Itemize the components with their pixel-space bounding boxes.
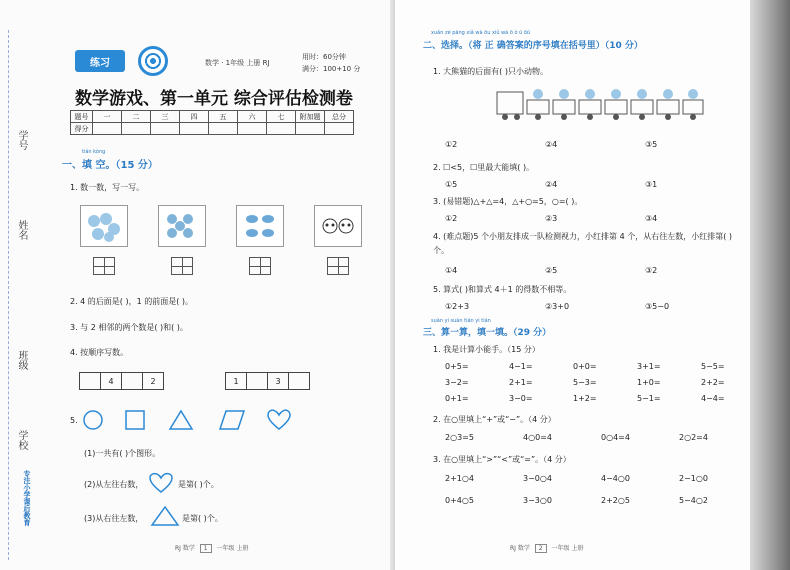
operator-row: [445, 433, 757, 442]
margin-label-school: 学校: [16, 430, 27, 450]
calc-item[interactable]: 0+1=: [445, 394, 469, 403]
sequence-cell[interactable]: [121, 372, 143, 390]
brand-logo-sub: 小学: [110, 55, 124, 63]
score-table-header-row: [71, 111, 354, 123]
calc-item[interactable]: 5−1=: [637, 394, 661, 403]
sequence-cell: 4: [100, 372, 122, 390]
compare-item[interactable]: 3−0○4: [523, 474, 552, 483]
sequence-cell[interactable]: [79, 372, 101, 390]
birds-icon: [240, 209, 280, 243]
q2-option-b: ②4: [545, 180, 558, 189]
operator-item[interactable]: 0○4=4: [601, 433, 630, 442]
page-edge-shadow: [750, 0, 790, 570]
calc-item[interactable]: 5−3=: [573, 378, 597, 387]
calc-row: [445, 362, 765, 371]
calc-item[interactable]: 0+0=: [573, 362, 597, 371]
score-cell: 总分: [325, 111, 354, 123]
question-4: 4. 按顺序写数。: [70, 348, 129, 357]
sequence-cell[interactable]: [246, 372, 268, 390]
calc-question-2: 2. 在○里填上“+”或“−”。（4 分）: [433, 415, 556, 424]
compare-item[interactable]: 3−3○0: [523, 496, 552, 505]
choice-question-5: 5. 算式( )和算式 4＋1 的得数不相等。: [433, 285, 572, 294]
square-shape-icon: [124, 409, 146, 431]
question-5b-start: (2)从左往右数，: [84, 480, 144, 489]
calc-question-3: 3. 在○里填上“>”“<”或“=”。（4 分）: [433, 455, 571, 464]
score-cell[interactable]: [209, 123, 238, 135]
q2-option-c: ③1: [645, 180, 658, 189]
choice-question-2: 2. ☐<5，☐里最大能填( )。: [433, 163, 535, 172]
animal-train-icon: [495, 82, 705, 122]
compare-item[interactable]: 4−4○0: [601, 474, 630, 483]
exam-time: 用时：60分钟: [302, 53, 346, 61]
question-5c-end: 是第( )个。: [182, 514, 223, 523]
right-footer: [510, 543, 583, 553]
calc-row: [445, 378, 765, 387]
target-icon: [138, 46, 168, 76]
sequence-cell: 3: [267, 372, 289, 390]
compare-item[interactable]: 0+4○5: [445, 496, 474, 505]
answer-grid[interactable]: [93, 257, 115, 275]
section3-pinyin: suàn yi suàn tián yi tián: [431, 318, 491, 324]
score-cell[interactable]: [93, 123, 122, 135]
score-cell[interactable]: [151, 123, 180, 135]
score-cell: 得分: [71, 123, 93, 135]
calc-item[interactable]: 2+2=: [701, 378, 725, 387]
question-3: 3. 与 2 相邻的两个数是( )和( )。: [70, 323, 188, 332]
calc-item[interactable]: 3+1=: [637, 362, 661, 371]
q3-option-b: ②3: [545, 214, 558, 223]
question-5-number: 5.: [70, 416, 78, 425]
pandas-icon: [318, 209, 358, 243]
exam-score: 满分：100+10 分: [302, 65, 361, 73]
score-table-score-row: [71, 123, 354, 135]
score-cell[interactable]: [122, 123, 151, 135]
footer-grade: 一年级 上册: [216, 545, 249, 552]
answer-grid[interactable]: [171, 257, 193, 275]
compare-item[interactable]: 5−4○2: [679, 496, 708, 505]
calc-question-1: 1. 我是计算小能手。（15 分）: [433, 345, 540, 354]
choice-question-4: 4. (难点题)5 个小朋友排成一队检测视力，小红排第 4 个，从右往左数，小红排第( )个。: [433, 232, 733, 255]
circle-shape-icon: [82, 409, 104, 431]
compare-item[interactable]: 2−1○0: [679, 474, 708, 483]
rabbits-icon: [84, 209, 124, 243]
q5-option-b: ②3+0: [545, 302, 570, 311]
calc-item[interactable]: 3−0=: [509, 394, 533, 403]
question-5b-end: 是第( )个。: [178, 480, 219, 489]
binding-margin: [0, 30, 50, 560]
sequence-cell[interactable]: [288, 372, 310, 390]
sequence-cell: 2: [142, 372, 164, 390]
q1-option-a: ①2: [445, 140, 458, 149]
brand-logo: 练习: [75, 50, 125, 72]
score-cell[interactable]: [296, 123, 325, 135]
calc-row: [445, 394, 765, 403]
heart-shape-icon: [266, 408, 292, 432]
q2-option-a: ①5: [445, 180, 458, 189]
calc-item[interactable]: 4−4=: [701, 394, 725, 403]
q1-option-b: ②4: [545, 140, 558, 149]
calc-item[interactable]: 4−1=: [509, 362, 533, 371]
operator-item[interactable]: 2○3=5: [445, 433, 474, 442]
triangle-shape-icon: [168, 409, 194, 431]
score-cell: 六: [238, 111, 267, 123]
parallelogram-shape-icon: [218, 409, 246, 431]
q4-option-b: ②5: [545, 266, 558, 275]
compare-item[interactable]: 2+1○4: [445, 474, 474, 483]
score-cell: 三: [151, 111, 180, 123]
left-footer: [175, 543, 248, 553]
page-title: 数学游戏、第一单元 综合评估检测卷: [75, 89, 353, 109]
score-cell: 一: [93, 111, 122, 123]
score-cell: 题号: [71, 111, 93, 123]
animal-picture-birds: [236, 205, 284, 247]
calc-item[interactable]: 1+0=: [637, 378, 661, 387]
triangle-shape-icon: [150, 505, 180, 527]
footer-subject: RJ 数学: [510, 545, 530, 552]
section2-title: 二、选择。（将 正 确答案的序号填在括号里）（10 分）: [423, 41, 643, 51]
score-cell: 四: [180, 111, 209, 123]
section3-title: 三、算一算，填一填。（29 分）: [423, 328, 552, 338]
question-2: 2. 4 的后面是( )，1 的前面是( )。: [70, 297, 194, 306]
operator-item[interactable]: 4○0=4: [523, 433, 552, 442]
heart-shape-icon: [148, 472, 174, 494]
cut-line: [8, 30, 9, 560]
score-cell[interactable]: [180, 123, 209, 135]
margin-label-class: 班级: [16, 350, 27, 370]
q3-option-a: ①2: [445, 214, 458, 223]
score-cell[interactable]: [267, 123, 296, 135]
question-5c-start: (3)从右往左数，: [84, 514, 144, 523]
question-1: 1. 数一数，写一写。: [70, 183, 145, 192]
compare-row: [445, 474, 757, 483]
animal-picture-pandas: [314, 205, 362, 247]
score-cell[interactable]: [325, 123, 354, 135]
operator-item[interactable]: 2○2=4: [679, 433, 708, 442]
right-page: [395, 0, 750, 570]
sequence-boxes-1: [80, 372, 164, 390]
score-table: [70, 110, 354, 135]
calc-item[interactable]: 0+5=: [445, 362, 469, 371]
page-number: 1: [200, 544, 212, 553]
q3-option-c: ③4: [645, 214, 658, 223]
score-cell: 七: [267, 111, 296, 123]
compare-item[interactable]: 2+2○5: [601, 496, 630, 505]
score-cell: 五: [209, 111, 238, 123]
calc-item[interactable]: 5−5=: [701, 362, 725, 371]
answer-grid[interactable]: [249, 257, 271, 275]
calc-item[interactable]: 2+1=: [509, 378, 533, 387]
score-cell: 二: [122, 111, 151, 123]
q5-option-a: ①2+3: [445, 302, 470, 311]
header-info: 数学 · 1年级 上册 RJ: [205, 59, 270, 67]
sequence-boxes-2: [226, 372, 310, 390]
q1-option-c: ③5: [645, 140, 658, 149]
dogs-icon: [162, 209, 202, 243]
section2-pinyin: xuǎn zé pāng xiǎ wà ōu xiǔ wà ō ò ū ōū: [431, 30, 531, 36]
q4-option-c: ③2: [645, 266, 658, 275]
margin-label-name: 姓名: [16, 220, 27, 240]
animal-picture-rabbits: [80, 205, 128, 247]
choice-question-3: 3. (易错题)△+△=4，△+○=5，○=( )。: [433, 197, 583, 206]
section1-pinyin: tián kòng: [82, 149, 106, 155]
margin-brand: 专注小学课后教育: [23, 470, 31, 526]
section1-title: 一、填 空。（15 分）: [62, 160, 158, 171]
score-cell: 附加题: [296, 111, 325, 123]
calc-item[interactable]: 1+2=: [573, 394, 597, 403]
page-number: 2: [535, 544, 547, 553]
sequence-cell: 1: [225, 372, 247, 390]
footer-subject: RJ 数学: [175, 545, 195, 552]
score-cell[interactable]: [238, 123, 267, 135]
question-5a: (1)一共有( )个图形。: [84, 449, 161, 458]
answer-grid[interactable]: [327, 257, 349, 275]
calc-item[interactable]: 3−2=: [445, 378, 469, 387]
margin-label-id: 学号: [16, 130, 27, 150]
footer-grade: 一年级 上册: [551, 545, 584, 552]
q5-option-c: ③5−0: [645, 302, 670, 311]
choice-question-1: 1. 大熊猫的后面有( )只小动物。: [433, 67, 548, 76]
q4-option-a: ①4: [445, 266, 458, 275]
animal-picture-dogs: [158, 205, 206, 247]
compare-row: [445, 496, 757, 505]
